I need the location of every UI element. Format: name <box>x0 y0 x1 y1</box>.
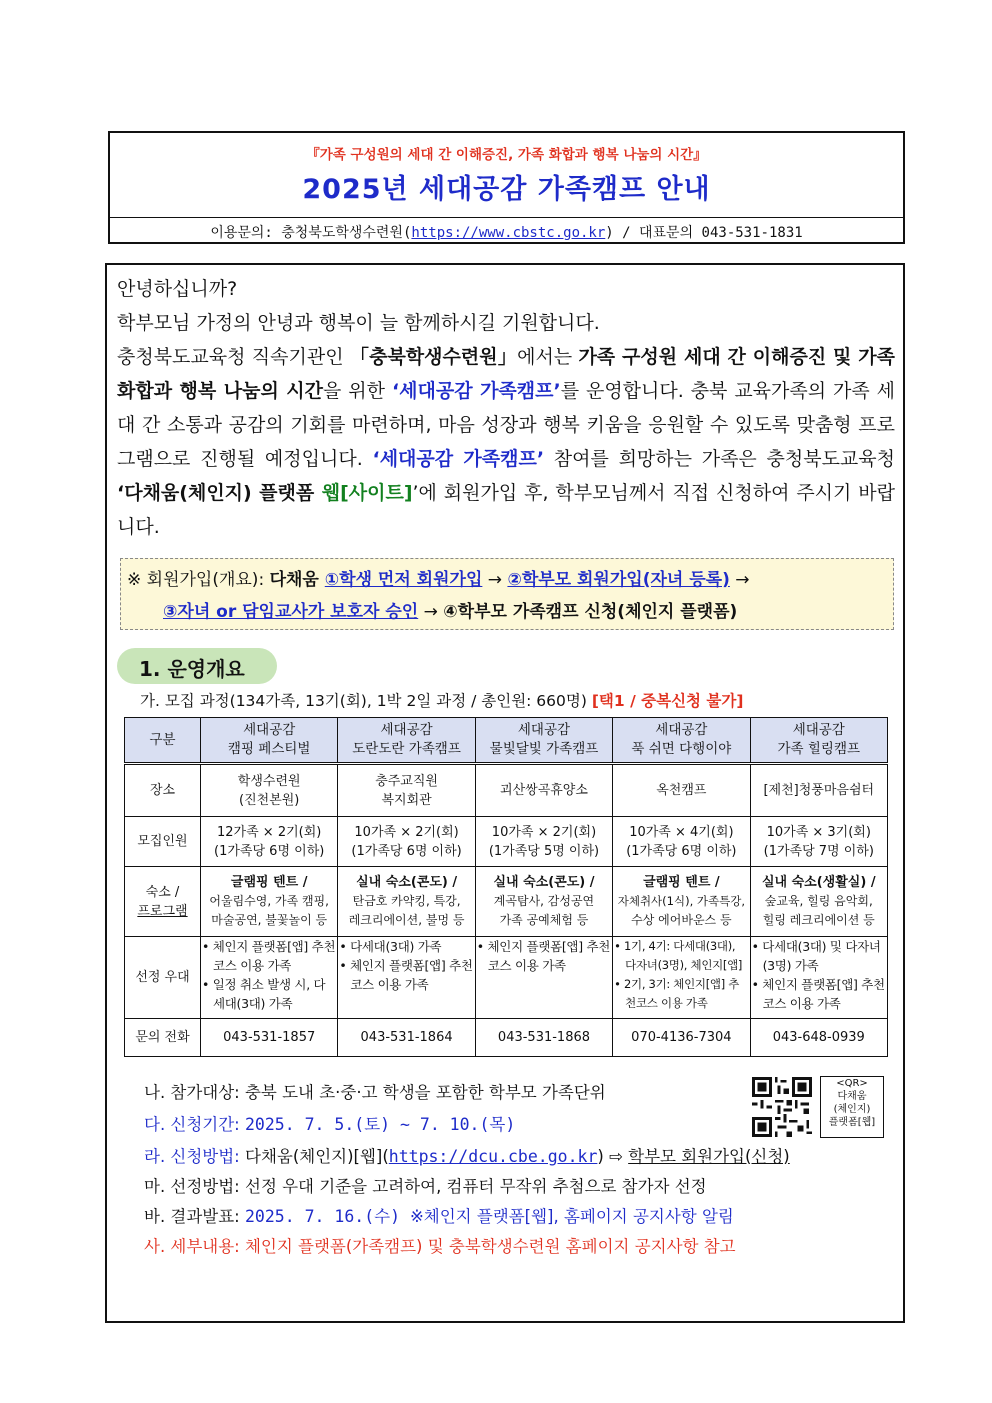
signup-notice: ※ 회원가입(개요): 다채움 ①학생 먼저 회원가입 → ②학부모 회원가입(자녀 등록) → ③자녀 or 담임교사가 보호자 승인 → ④학부모 가족캠프 신청(체인지 플랫폼) <box>120 558 894 630</box>
qr-label: <QR> 다채움 (체인지) 플랫폼[웹] <box>820 1076 884 1138</box>
header-box <box>108 131 905 244</box>
qr-code[interactable] <box>752 1077 812 1137</box>
intro-paragraph: 충청북도교육청 직속기관인 「충북학생수련원」에서는 가족 구성원 세대 간 이해증진 및 가족 화합과 행복 나눔의 시간을 위한 ‘세대공감 가족캠프’를 운영합니다. 충북 교육가족의 가족 세대 간 소통과 공감의 기회를 마련하며, 마음 성장과 행복 키움을 응원할 수 있도록 맞춤형 프로그램으로 진행될 예정입니다. ‘세대공감 가족캠프’ 참여를 희망하는 가족은 충청북도교육청 ‘다채움(체인지) 플랫폼 웹[사이트]’에 회원가입 후, 학부모님께서 직접 신청하여 주시기 바랍니다. <box>117 346 895 538</box>
phone-cell: 070-4136-7304 <box>613 1019 750 1057</box>
dcu-link[interactable]: https://dcu.cbe.go.kr <box>388 1147 598 1166</box>
capacity-cell: 10가족 × 2기(회) (1가족당 6명 이하) <box>338 817 475 867</box>
header-contact: 이용문의: 충청북도학생수련원(https://www.cbstc.go.kr) / 대표문의 043-531-1831 <box>210 225 803 241</box>
place-cell: [제천]청풍마음쉼터 <box>750 764 887 817</box>
lodging-cell: 실내 숙소(콘도) / 계곡탐사, 감성공연 가족 공예체험 등 <box>475 867 612 937</box>
capacity-cell: 10가족 × 4기(회) (1가족당 6명 이하) <box>613 817 750 867</box>
capacity-cell: 10가족 × 2기(회) (1가족당 5명 이하) <box>475 817 612 867</box>
place-cell: 학생수련원 (진천본원) <box>201 764 338 817</box>
capacity-cell: 12가족 × 2기(회) (1가족당 6명 이하) <box>201 817 338 867</box>
priority-cell: • 다세대(3대) 가족 • 체인지 플랫폼[앱] 추천코스 이용 가족 <box>338 937 475 1019</box>
row-label-place: 장소 <box>125 764 201 817</box>
item-result: 바. 결과발표: 2025. 7. 16.(수) ※체인지 플랫폼[웹], 홈페이지 공지사항 알림 <box>144 1207 734 1226</box>
section-heading: 1. 운영개요 <box>117 648 277 684</box>
step3-link[interactable]: ③자녀 or 담임교사가 보호자 승인 <box>163 602 419 622</box>
header-divider <box>110 217 903 218</box>
priority-cell: • 체인지 플랫폼[앱] 추천코스 이용 가족 • 일정 취소 발생 시, 다세대(3대) 가족 <box>201 937 338 1019</box>
lodging-cell: 글램핑 텐트 / 어울림수영, 가족 캠핑, 마술공연, 불꽃놀이 등 <box>201 867 338 937</box>
step4-text: ④학부모 가족캠프 신청(체인지 플랫폼) <box>443 602 738 622</box>
phone-cell: 043-531-1864 <box>338 1019 475 1057</box>
phone-cell: 043-648-0939 <box>750 1019 887 1057</box>
priority-cell: • 1기, 4기: 다세대(3대), 다자녀(3명), 체인지[앱] • 2기, 3기: 체인지[앱] 추천코스 이용 가족 <box>613 937 750 1019</box>
item-period: 다. 신청기간: 2025. 7. 5.(토) ~ 7. 10.(목) <box>144 1115 516 1134</box>
header-subtitle: 『가족 구성원의 세대 간 이해증진, 가족 화합과 행복 나눔의 시간』 <box>306 147 707 163</box>
priority-cell: • 체인지 플랫폼[앱] 추천코스 이용 가족 <box>475 937 612 1019</box>
camp-header: 세대공감 도란도란 가족캠프 <box>338 718 475 764</box>
lodging-cell: 글램핑 텐트 / 자체취사(1식), 가족특강, 수상 에어바운스 등 <box>613 867 750 937</box>
item-participants: 나. 참가대상: 충북 도내 초·중·고 학생을 포함한 학부모 가족단위 <box>144 1083 606 1102</box>
phone-cell: 043-531-1868 <box>475 1019 612 1057</box>
camp-header: 세대공감 물빛달빛 가족캠프 <box>475 718 612 764</box>
row-label-phone: 문의 전화 <box>125 1019 201 1057</box>
item-method: 라. 신청방법: 다채움(체인지)[웹](https://dcu.cbe.go.kr) ⇨ 학부모 회원가입(신청) <box>144 1147 790 1166</box>
greeting: 안녕하십니까? <box>117 278 238 300</box>
camp-table <box>124 717 888 1057</box>
wish-text: 학부모님 가정의 안녕과 행복이 늘 함께하시길 기원합니다. <box>117 312 600 334</box>
camp-header: 세대공감 캠핑 페스티벌 <box>201 718 338 764</box>
row-label-priority: 선정 우대 <box>125 937 201 1019</box>
camp-header: 세대공감 푹 쉬면 다행이야 <box>613 718 750 764</box>
place-cell: 괴산쌍곡휴양소 <box>475 764 612 817</box>
phone-cell: 043-531-1857 <box>201 1019 338 1057</box>
camp-header: 세대공감 가족 힐링캠프 <box>750 718 887 764</box>
item-selection: 마. 선정방법: 선정 우대 기준을 고려하여, 컴퓨터 무작위 추첨으로 참가자 선정 <box>144 1177 707 1196</box>
place-cell: 옥천캠프 <box>613 764 750 817</box>
item-details: 사. 세부내용: 체인지 플랫폼(가족캠프) 및 충북학생수련원 홈페이지 공지사항 참고 <box>144 1237 736 1256</box>
table-corner: 구분 <box>125 718 201 764</box>
priority-cell: • 다세대(3대) 및 다자녀(3명) 가족 • 체인지 플랫폼[앱] 추천코스 이용 가족 <box>750 937 887 1019</box>
site-link[interactable]: https://www.cbstc.go.kr <box>411 225 606 241</box>
lodging-cell: 실내 숙소(콘도) / 탄금호 카약킹, 특강, 레크리에이션, 불멍 등 <box>338 867 475 937</box>
row-label-lodging: 숙소 / 프로그램 <box>125 867 201 937</box>
step1-link[interactable]: ①학생 먼저 회원가입 <box>324 570 483 590</box>
page-title: 2025년 세대공감 가족캠프 안내 <box>302 174 711 205</box>
lodging-cell: 실내 숙소(생활실) / 숲교육, 힐링 음악회, 힐링 레크리에이션 등 <box>750 867 887 937</box>
capacity-cell: 10가족 × 3기(회) (1가족당 7명 이하) <box>750 817 887 867</box>
recruit-line: 가. 모집 과정(134가족, 13기(회), 1박 2일 과정 / 총인원: 660명) [택1 / 중복신청 불가] <box>140 692 744 710</box>
row-label-capacity: 모집인원 <box>125 817 201 867</box>
step2-link[interactable]: ②학부모 회원가입(자녀 등록) <box>507 570 730 590</box>
place-cell: 충주교직원 복지회관 <box>338 764 475 817</box>
